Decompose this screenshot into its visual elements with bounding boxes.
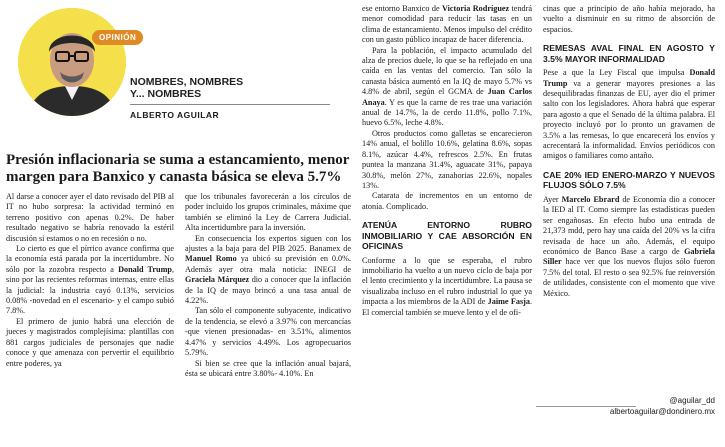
paragraph: Si bien se cree que la inflación anual bajará, ésta se ubicará entre 3.80%- 4.10%. En: [185, 358, 351, 378]
header-divider: [130, 104, 330, 105]
text-column-2: [185, 192, 351, 379]
paragraph: Conforme a lo que se esperaba, el rubro inmobiliario ha vuelto a un nuevo ciclo de baja por el lento crecimiento y la incertidumbre. La pausa se visualizaba incluso en el rubro industrial lo que ya impacta a los miembros de la ADI de Jaime Fasja. El comercial también se mueve lento y el de ofi-: [362, 255, 532, 317]
paragraph: Al darse a conocer ayer el dato revisado del PIB al IT no hubo sorpresa: la actividad terminó en terreno positivo con apenas 0.2%. De haber resultado negativo se habría renovado la estéril discusión si estamos o no en recesión o no.: [6, 192, 174, 243]
paragraph: En consecuencia los expertos siguen con los ajustes a la baja para del PIB 2025. Banamex de Manuel Romo ya ubicó su previsión en 0.0%. Además ayer otra mala noticia: INEGI de Graciela Márquez dio a conocer que la inflación de la IQ de mayo brincó a una tasa anual de 4.22%.: [185, 233, 352, 306]
text-column-1: [6, 192, 174, 369]
column-title-line: NOMBRES, NOMBRES: [130, 76, 244, 88]
paragraph: Tan sólo el componente subyacente, indicativo de la tendencia, se elevó a 3.97% con mercancías -que vienen presionadas- en 3.51%, alimentos 4.47% y servicios 4.49%. Los agropecuarios 5.79%.: [185, 306, 351, 358]
subheading: REMESAS AVAL FINAL EN AGOSTO Y 3.5% MAYOR INFORMALIDAD: [543, 43, 715, 64]
subheading: ATENÚA ENTORNO RUBRO INMOBILIARIO Y CAE ABSORCIÓN EN OFICINAS: [362, 220, 532, 252]
signature: [610, 395, 715, 417]
paragraph: que los tribunales favorecerán a los círculos de poder incluido los grupos criminales, máxime que también se eliminó la Ley de Carrera Judicial. Alta incertidumbre para la inversión.: [185, 192, 351, 233]
paragraph: El primero de junio habrá una elección de jueces y magistrados complejísima: plantillas con 881 cargos judiciales de personajes que nadie conoce y que amenaza con pervertir el equilibrio entre poderes, ya: [6, 316, 174, 368]
subheading: CAE 20% IED ENERO-MARZO Y NUEVOS FLUJOS SÓLO 7.5%: [543, 169, 715, 191]
twitter-handle[interactable]: @aguilar_dd: [669, 396, 715, 405]
author-portrait-icon: [18, 8, 126, 116]
author-name: ALBERTO AGUILAR: [130, 110, 220, 120]
headline: Presión inflacionaria se suma a estancamiento, menor margen para Banxico y canasta básica se eleva 5.7%: [6, 152, 350, 185]
author-photo: [18, 8, 126, 116]
text-column-4: [543, 4, 715, 299]
paragraph: Catarata de incrementos en un entorno de atonía. Complicado.: [362, 191, 532, 211]
column-title: [130, 76, 320, 100]
paragraph: Ayer Marcelo Ebrard de Economía dio a conocer la IED al IT. Como siempre las estadísticas pueden ser engañosas. En efecto hubo una entrada de 21,373 mdd, pero hay una caída del 20% vs la cifra revisada de hace un año. Además, el equipo económico de Banco Base a cargo de Gabriela Siller hace ver que los nuevos flujos sólo fueron 7.5% del total. El resto o sea 92.5% fue reinversión de utilidades, consistente con el momento que vive México.: [543, 194, 715, 298]
opinion-badge: OPINIÓN: [92, 30, 143, 45]
paragraph: Pese a que la Ley Fiscal que impulsa Donald Trump va a generar mayores presiones a las desequilibradas finanzas de EU, ayer dio el primer salto con los legisladores. Ahora habrá que esperar para agosto a que el Senado dé la última palabra. El proyecto incluyó por lo pronto un gravamen de 3.5% a las remesas, lo que encarecerá los envíos y acrecentará la informalidad. Envíos periódicos con amigos o familiares como antaño.: [543, 68, 716, 161]
paragraph: Lo cierto es que el pírrico avance confirma que la economía está parada por la incertidumbre. No sólo por la zozobra respecto a Donald Trump, sino por las recientes reformas internas, entre ellas la judicial: la industria cayó 0.13%, servicios 0.08% -novedad en el escenario- y el campo subió 7.8%.: [6, 244, 175, 316]
paragraph: Otros productos como galletas se encarecieron 14% anual, el bolillo 10.6%, gelatina 8.6%, sopas 8.1%, azúcar 4.4%, refrescos 2.5%. En frutas puntea la manzana 31.4%, aguacate 31%, papaya 30.8%, melón 27%, zanahorias 22.6%, nopales 13%.: [362, 128, 532, 190]
paragraph: cinas que a principio de año había mejorado, ha vuelto a disminuir en su ritmo de absorción de espacios.: [543, 4, 715, 34]
author-email[interactable]: albertoaguilar@dondinero.mx: [609, 407, 715, 416]
text-column-3: [362, 4, 532, 318]
paragraph: ese entorno Banxico de Victoria Rodríguez tendrá menor comodidad para reducir las tasas en un clima de estancamiento. Menos impulso del crédito con un gasto público incapaz de hacer diferencia.: [362, 4, 532, 45]
column-header: [0, 0, 340, 150]
paragraph: Para la población, el impacto acumulado del alza de precios duele, lo que se ha reflejado en una caída en las ventas del comercio. Tan sólo la canasta básica aumentó en la IQ de mayo 5.7% vs 4.8% de abril, según el GCMA de Juan Carlos Anaya. Y es que la carne de res trae una variación anual de 14.7%, la de cerdo 11.8%, pollo 7.1%, huevo 6.5%, leche 4.8%.: [362, 45, 532, 128]
column-title-line: Y... NOMBRES: [130, 88, 202, 100]
